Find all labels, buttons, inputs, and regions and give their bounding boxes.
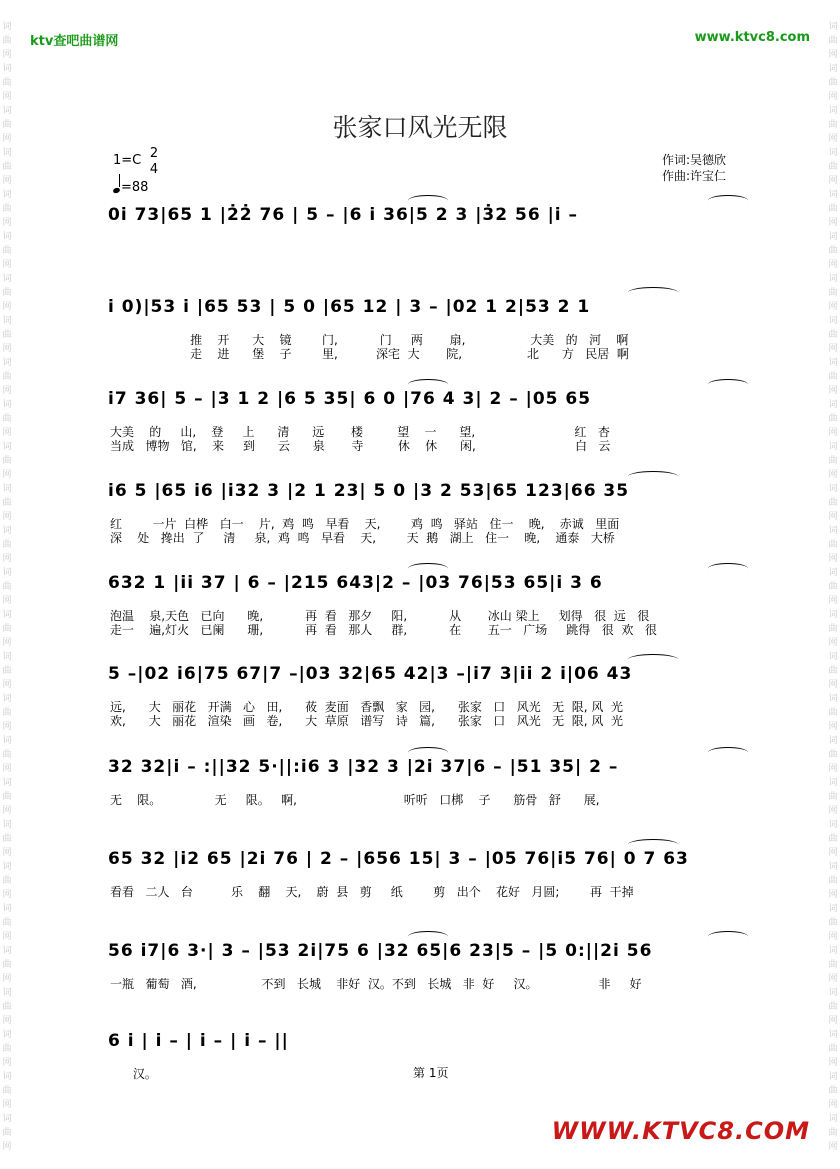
notation-line: 6 i | i – | i – | i – || xyxy=(108,1031,289,1051)
lyric-line: 走 进 堡 子 里, 深宅 大 院, 北 方 民居 啊 xyxy=(110,347,629,361)
lyric-line: 红 一片 白桦 白一 片, 鸡 鸣 早看 天, 鸡 鸣 驿站 住一 晚, 赤诚 里面 xyxy=(110,517,620,531)
notation-line: 0i 73|65 1 |2̇2̇ 76 | 5 – |6 i 36|5 2 3 |3̇2 56 |i – xyxy=(108,205,579,225)
score-system xyxy=(108,757,768,807)
lyricist: 作词:吴德欣 xyxy=(662,153,727,167)
slur-mark xyxy=(708,563,748,574)
score-system xyxy=(108,297,768,361)
page-number: 第 1页 xyxy=(413,1066,449,1080)
lyric-line: 无 限。 无 限。 啊, 听听 口梆 子 筋骨 舒 展, xyxy=(110,793,600,807)
lyric-line: 当成 博物 馆, 来 到 云 泉 寺 休 休 闲, 白 云 xyxy=(110,439,611,453)
slur-mark xyxy=(628,471,678,482)
slur-mark xyxy=(708,747,748,758)
lyric-line: 深 处 搀出 了 清 泉, 鸡 鸣 早看 天, 天 鹅 湖上 住一 晚, 通泰 大桥 xyxy=(110,531,615,545)
slur-mark xyxy=(708,931,748,942)
site-brand-right: www.ktvc8.com xyxy=(694,30,810,45)
notation-line: 56 i7|6 3·| 3 – |53 2i|75 6 |32 65|6 23|5 – |5 0:||2i 56 xyxy=(108,941,653,961)
slur-mark xyxy=(408,747,448,758)
notation-line: i 0)|53 i |65 53 | 5 0 |65 12 | 3 – |02 1 2|53 2 1 xyxy=(108,297,591,317)
lyric-line: 大美 的 山, 登 上 清 远 楼 望 一 望, 红 杏 xyxy=(110,425,610,439)
notation-line: i6 5 |65 i6 |i32 3 |2 1 23| 5 0 |3 2 53|65 123|66 35 xyxy=(108,481,630,501)
time-signature-bottom: 4 xyxy=(149,162,159,177)
time-signature-top: 2 xyxy=(149,146,159,161)
score-system xyxy=(108,389,768,453)
lyric-line: 欢, 大 丽花 渲染 画 卷, 大 草原 谱写 诗 篇, 张家 口 风光 无 限, 风 光 xyxy=(110,714,624,728)
slur-mark xyxy=(708,379,748,390)
slur-mark xyxy=(628,654,678,665)
watermark-side-left: 词曲网词曲网词曲网词曲网词曲网词曲网词曲网词曲网词曲网词曲网词曲网词曲网词曲网词曲网词曲网词曲网词曲网词曲网词曲网词曲网词曲网词曲网词曲网词曲网词曲网词曲网词曲网 xyxy=(2,22,12,1152)
notation-line: 632 1 |ii 37 | 6 – |215 643|2 – |03 76|53 65|i 3 6 xyxy=(108,573,603,593)
lyric-line: 看看 二人 台 乐 翻 天, 蔚 县 剪 纸 剪 出个 花好 月圆; 再 干掉 xyxy=(110,885,634,899)
site-logo: WWW.KTVC8.COM xyxy=(551,1117,810,1145)
lyric-line: 推 开 大 镜 门, 门 两 扇, 大美 的 河 啊 xyxy=(110,333,629,347)
tempo-value: =88 xyxy=(121,180,149,195)
score-system xyxy=(108,849,768,899)
score-system xyxy=(108,573,768,637)
lyric-line: 汉。 xyxy=(110,1067,157,1081)
note-stem-icon xyxy=(119,174,120,187)
composer: 作曲:许宝仁 xyxy=(662,169,727,183)
slur-mark xyxy=(408,563,448,574)
slur-mark xyxy=(408,195,448,206)
lyric-line: 泡温 泉,天色 已向 晚, 再 看 那夕 阳, 从 冰山 梁上 划得 很 远 很 xyxy=(110,609,650,623)
notation-line: i7 36| 5 – |3 1 2 |6 5 35| 6 0 |76 4 3| 2 – |05 65 xyxy=(108,389,592,409)
slur-mark xyxy=(628,839,678,850)
lyric-line: 走一 遍,灯火 已阑 珊, 再 看 那人 群, 在 五一 广场 跳得 很 欢 很 xyxy=(110,623,657,637)
site-brand-left: ktv查吧曲谱网 xyxy=(30,34,119,49)
slur-mark xyxy=(628,287,678,298)
score-system xyxy=(108,205,768,231)
key-signature: 1=C xyxy=(113,153,142,168)
notation-line: 32 32|i – :||32 5·||:i6 3 |32 3 |2i 37|6 – |51 35| 2 – xyxy=(108,757,619,777)
lyric-line: 远, 大 丽花 开满 心 田, 莜 麦面 香飘 家 园, 张家 口 风光 无 限, 风 光 xyxy=(110,700,624,714)
score-system xyxy=(108,481,768,545)
quarter-note-icon xyxy=(112,187,120,194)
time-signature xyxy=(147,146,161,178)
tempo-marking xyxy=(113,178,148,195)
score-system xyxy=(108,664,768,728)
slur-mark xyxy=(408,379,448,390)
song-title: 张家口风光无限 xyxy=(332,113,508,142)
slur-mark xyxy=(408,931,448,942)
lyric-line: 一瓶 葡萄 酒, 不到 长城 非好 汉。不到 长城 非 好 汉。 非 好 xyxy=(110,977,642,991)
notation-line: 65 32 |i2 65 |2i 76 | 2 – |656 15| 3 – |05 76|i5 76| 0 7 63 xyxy=(108,849,689,869)
watermark-side-right: 词曲网词曲网词曲网词曲网词曲网词曲网词曲网词曲网词曲网词曲网词曲网词曲网词曲网词曲网词曲网词曲网词曲网词曲网词曲网词曲网词曲网词曲网词曲网词曲网词曲网词曲网词曲网 xyxy=(828,22,838,1152)
slur-mark xyxy=(708,195,748,206)
notation-line: 5 –|02 i6|75 67|7 –|03 32|65 42|3 –|i7 3|ii 2 i|06 43 xyxy=(108,664,633,684)
score-system xyxy=(108,941,768,991)
credits xyxy=(662,152,726,184)
